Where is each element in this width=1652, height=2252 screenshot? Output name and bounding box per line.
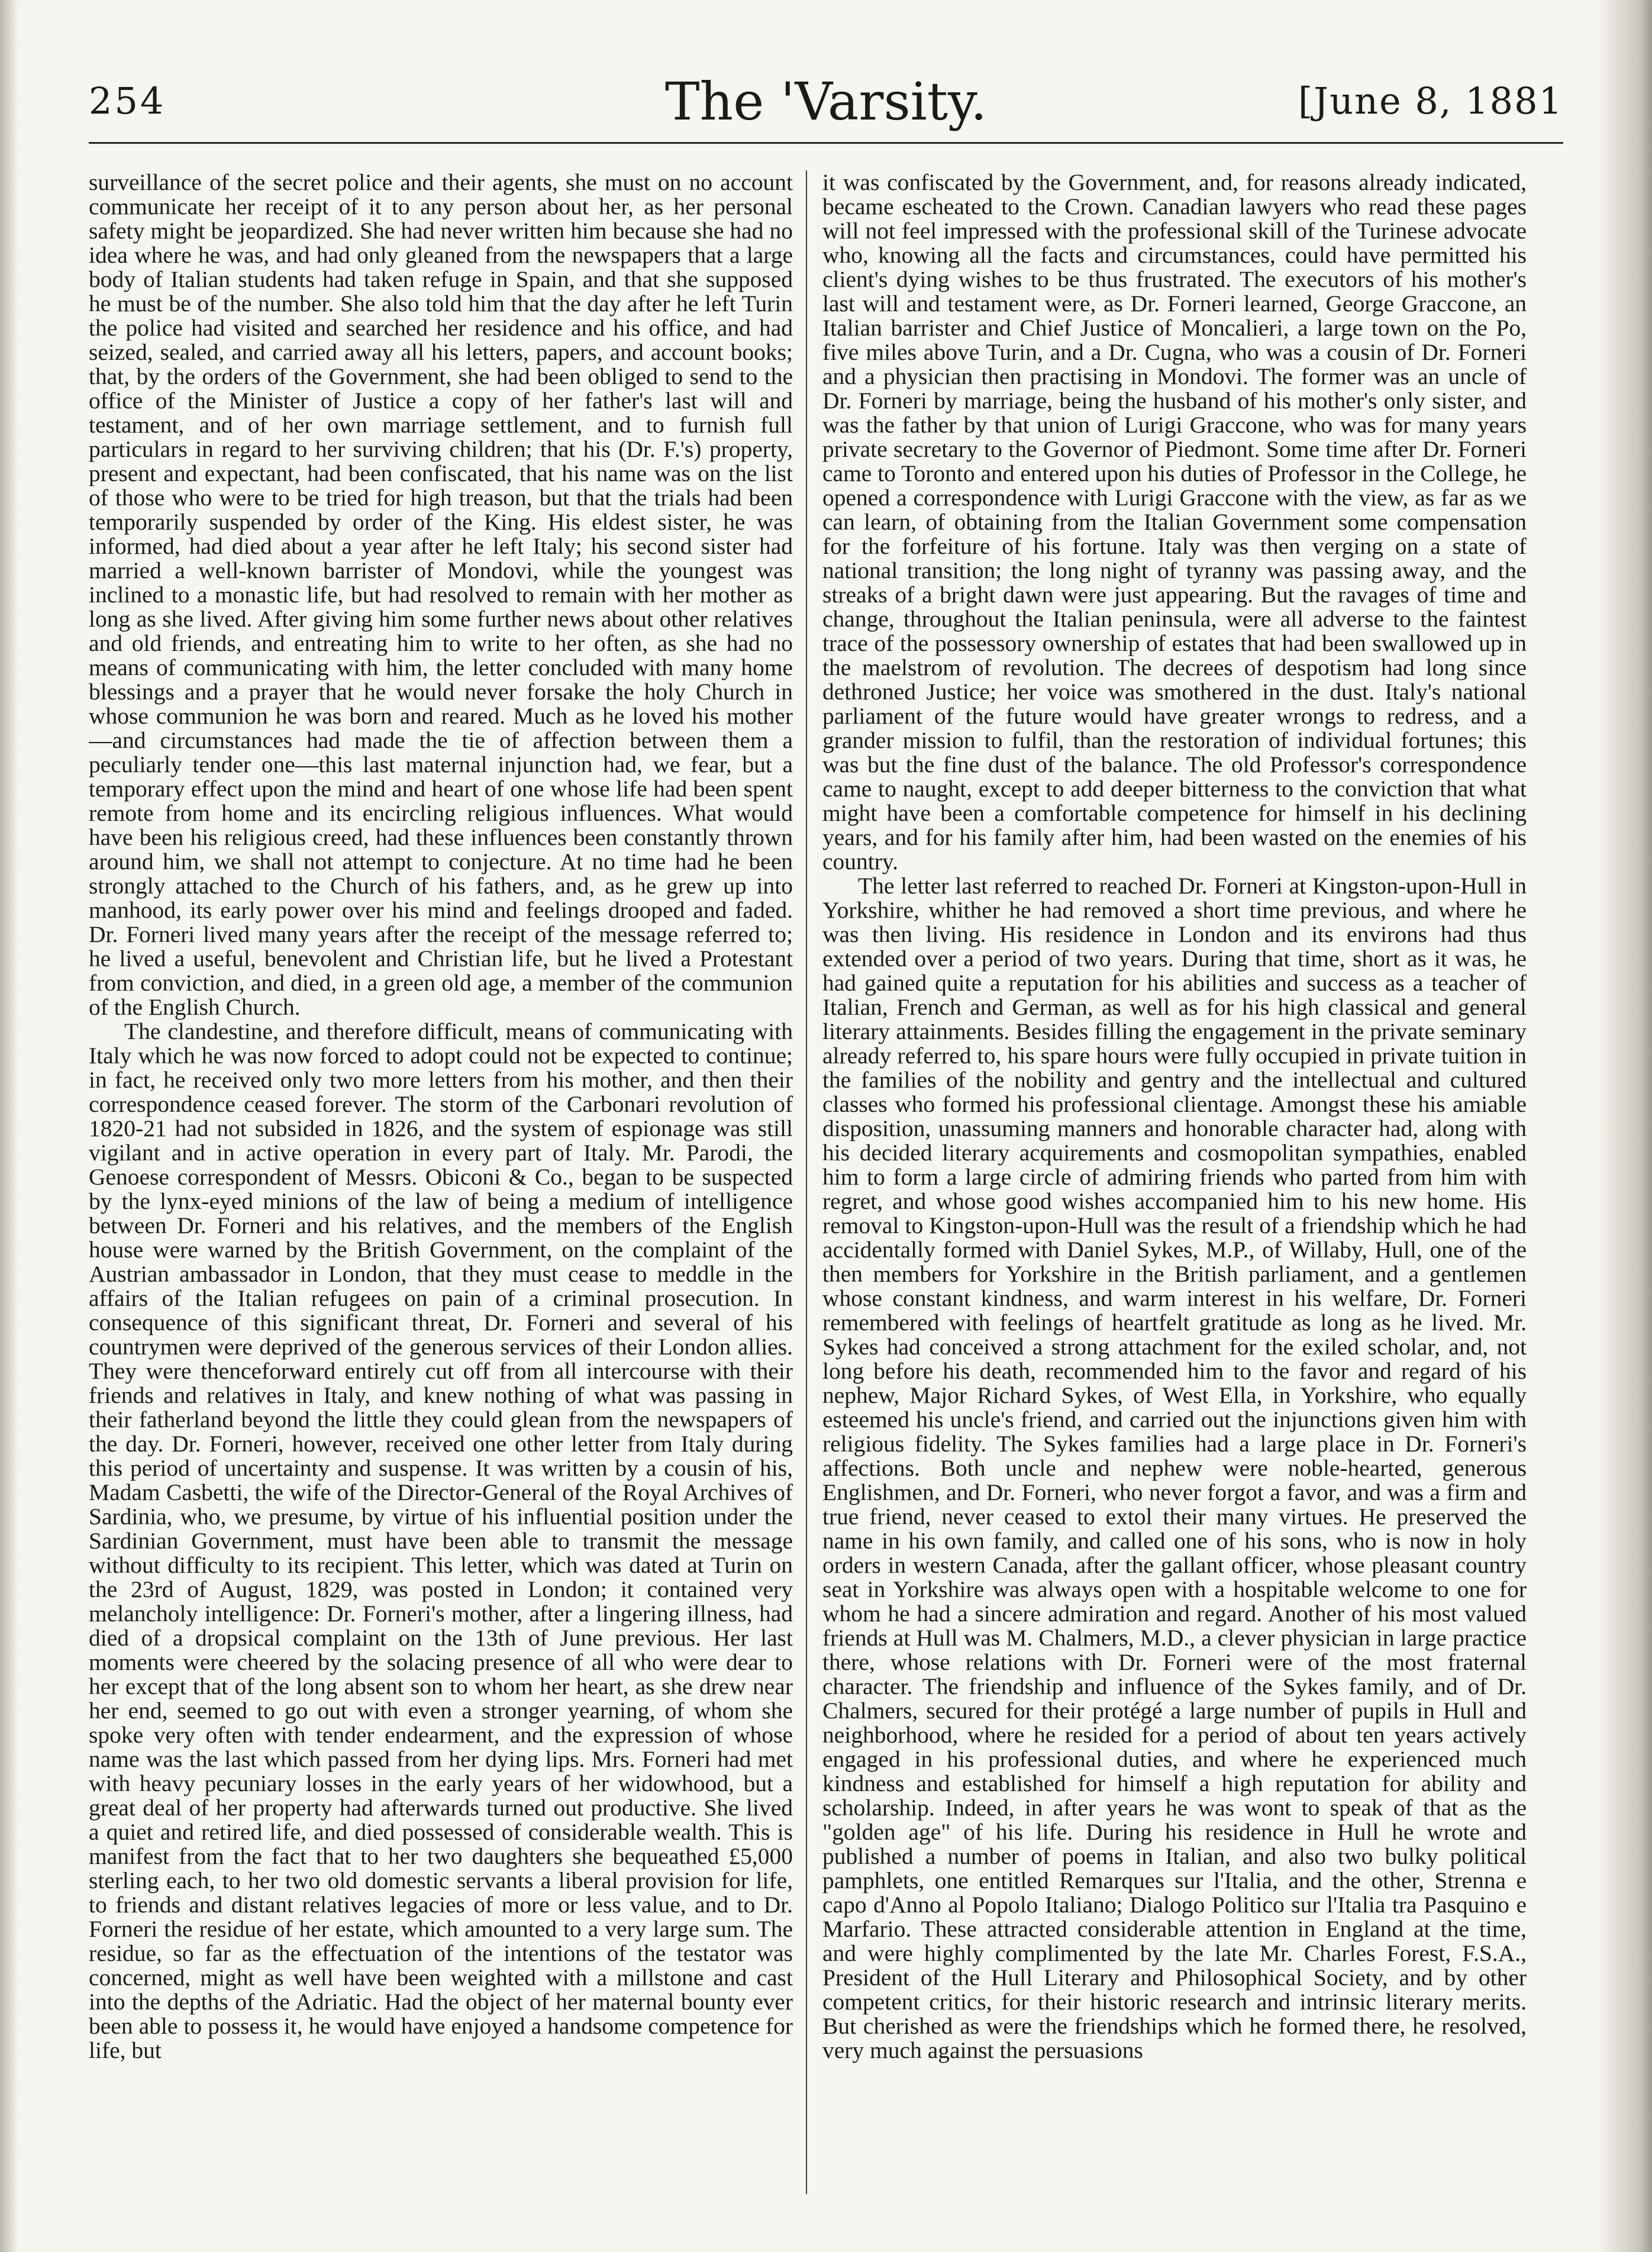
right-column [822, 170, 1527, 2194]
left-paragraph-1: surveillance of the secret police and their agents, she must on no account communicate her receipt of it to any person about her, as her personal safety might be jeopardized. She had never written him because she had no idea where he was, and had only gleaned from the newspapers that a large body of Italian students had taken refuge in Spain, and that she supposed he must be of the number. She also told him that the day after he left Turin the police had visited and searched her residence and his office, and had seized, sealed, and carried away all his letters, papers, and account books; that, by the orders of the Government, she had been obliged to send to the office of the Minister of Justice a copy of her father's last will and testament, and of her own marriage settlement, and to furnish full particulars in regard to her surviving children; that his (Dr. F.'s) property, present and expectant, had been confiscated, that his name was on the list of those who were to be tried for high treason, but that the trials had been temporarily suspended by order of the King. His eldest sister, he was informed, had died about a year after he left Italy; his second sister had married a well-known barrister of Mondovi, while the youngest was inclined to a monastic life, but had resolved to remain with her mother as long as she lived. After giving him some further news about other relatives and old friends, and entreating him to write to her often, as she had no means of communicating with him, the letter concluded with many home blessings and a prayer that he would never forsake the holy Church in whose communion he was born and reared. Much as he loved his mother—and circumstances had made the tie of affection between them a peculiarly tender one—this last maternal injunction had, we fear, but a temporary effect upon the mind and heart of one whose life had been spent remote from home and its encircling religious influences. What would have been his religious creed, had these influences been constantly thrown around him, we shall not attempt to conjecture. At no time had he been strongly attached to the Church of his fathers, and, as he grew up into manhood, its early power over his mind and feelings drooped and faded. Dr. Forneri lived many years after the receipt of the message referred to; he lived a useful, benevolent and Christian life, but he lived a Protestant from conviction, and died, in a green old age, a member of the communion of the English Church. [89, 170, 793, 1020]
page-header [89, 71, 1563, 144]
column-divider [806, 170, 807, 2194]
page-right-shadow [1598, 0, 1652, 2252]
page-left-shadow [0, 0, 18, 2252]
page-number: 254 [89, 79, 166, 122]
right-paragraph-1: it was confiscated by the Government, and, for reasons already indicated, became escheated to the Crown. Canadian lawyers who read these pages will not feel impressed with the professional skill of the Turinese advocate who, knowing all the facts and circumstances, could have permitted his client's dying wishes to be thus frustrated. The executors of his mother's last will and testament were, as Dr. Forneri learned, George Graccone, an Italian barrister and Chief Justice of Moncalieri, a large town on the Po, five miles above Turin, and a Dr. Cugna, who was a cousin of Dr. Forneri and a physician then practising in Mondovi. The former was an uncle of Dr. Forneri by marriage, being the husband of his mother's only sister, and was the father by that union of Lurigi Graccone, who was for many years private secretary to the Governor of Piedmont. Some time after Dr. Forneri came to Toronto and entered upon his duties of Professor in the College, he opened a correspondence with Lurigi Graccone with the view, as far as we can learn, of obtaining from the Italian Government some compensation for the forfeiture of his fortune. Italy was then verging on a state of national transition; the long night of tyranny was passing away, and the streaks of a bright dawn were just appearing. But the ravages of time and change, throughout the Italian peninsula, were all adverse to the faintest trace of the possessory ownership of estates that had been swallowed up in the maelstrom of revolution. The decrees of despotism had long since dethroned Justice; her voice was smothered in the dust. Italy's national parliament of the future would have greater wrongs to redress, and a grander mission to fulfil, than the restoration of individual fortunes; this was but the fine dust of the balance. The old Professor's correspondence came to naught, except to add deeper bitterness to the conviction that what might have been a comfortable competence for himself in his declining years, and for his family after him, had been wasted on the enemies of his country. [822, 170, 1527, 875]
issue-date: [June 8, 1881 [1298, 79, 1563, 122]
masthead-title: The 'Varsity. [664, 71, 988, 132]
left-paragraph-2: The clandestine, and therefore difficult, means of communicating with Italy which he was now forced to adopt could not be expected to continue; in fact, he received only two more letters from his mother, and then their correspondence ceased forever. The storm of the Carbonari revolution of 1820-21 had not subsided in 1826, and the system of espionage was still vigilant and in active operation in every part of Italy. Mr. Parodi, the Genoese correspondent of Messrs. Obiconi & Co., began to be suspected by the lynx-eyed minions of the law of being a medium of intelligence between Dr. Forneri and his relatives, and the members of the English house were warned by the British Government, on the complaint of the Austrian ambassador in London, that they must cease to meddle in the affairs of the Italian refugees on pain of a criminal prosecution. In consequence of this significant threat, Dr. Forneri and several of his countrymen were deprived of the generous services of their London allies. They were thenceforward entirely cut off from all intercourse with their friends and relatives in Italy, and knew nothing of what was passing in their fatherland beyond the little they could glean from the newspapers of the day. Dr. Forneri, however, received one other letter from Italy during this period of uncertainty and suspense. It was written by a cousin of his, Madam Casbetti, the wife of the Director-General of the Royal Archives of Sardinia, who, we presume, by virtue of his influential position under the Sardinian Government, must have been able to transmit the message without difficulty to its recipient. This letter, which was dated at Turin on the 23rd of August, 1829, was posted in London; it contained very melancholy intelligence: Dr. Forneri's mother, after a lingering illness, had died of a dropsical complaint on the 13th of June previous. Her last moments were cheered by the solacing presence of all who were dear to her except that of the long absent son to whom her heart, as she drew near her end, seemed to go out with even a stronger yearning, of whom she spoke very often with tender endearment, and the expression of whose name was the last which passed from her dying lips. Mrs. Forneri had met with heavy pecuniary losses in the early years of her widowhood, but a great deal of her property had afterwards turned out productive. She lived a quiet and retired life, and died possessed of considerable wealth. This is manifest from the fact that to her two daughters she bequeathed £5,000 sterling each, to her two old domestic servants a liberal provision for life, to friends and distant relatives legacies of more or less value, and to Dr. Forneri the residue of her estate, which amounted to a very large sum. The residue, so far as the effectuation of the intentions of the testator was concerned, might as well have been weighted with a millstone and cast into the depths of the Adriatic. Had the object of her maternal bounty ever been able to possess it, he would have enjoyed a handsome competence for life, but [89, 1018, 793, 2063]
article-columns [89, 170, 1527, 2194]
right-paragraph-2: The letter last referred to reached Dr. Forneri at Kingston-upon-Hull in Yorkshire, whither he had removed a short time previous, and where he was then living. His residence in London and its environs had thus extended over a period of two years. During that time, short as it was, he had gained quite a reputation for his abilities and success as a teacher of Italian, French and German, as well as for his high classical and general literary attainments. Besides filling the engagement in the private seminary already referred to, his spare hours were fully occupied in private tuition in the families of the nobility and gentry and the intellectual and cultured classes who formed his professional clientage. Amongst these his amiable disposition, unassuming manners and honorable character had, along with his decided literary acquirements and cosmopolitan sympathies, enabled him to form a large circle of admiring friends who parted from him with regret, and whose good wishes accompanied him to his new home. His removal to Kingston-upon-Hull was the result of a friendship which he had accidentally formed with Daniel Sykes, M.P., of Willaby, Hull, one of the then members for Yorkshire in the British parliament, and a gentlemen whose constant kindness, and warm interest in his welfare, Dr. Forneri remembered with feelings of heartfelt gratitude as long as he lived. Mr. Sykes had conceived a strong attachment for the exiled scholar, and, not long before his death, recommended him to the favor and regard of his nephew, Major Richard Sykes, of West Ella, in Yorkshire, who equally esteemed his uncle's friend, and carried out the injunctions given him with religious fidelity. The Sykes families had a large place in Dr. Forneri's affections. Both uncle and nephew were noble-hearted, generous Englishmen, and Dr. Forneri, who never forgot a favor, and was a firm and true friend, never ceased to extol their many virtues. He preserved the name in his own family, and called one of his sons, who is now in holy orders in western Canada, after the gallant officer, whose pleasant country seat in Yorkshire was always open with a hospitable welcome to one for whom he had a sincere admiration and regard. Another of his most valued friends at Hull was M. Chalmers, M.D., a clever physician in large practice there, whose relations with Dr. Forneri were of the most fraternal character. The friendship and influence of the Sykes family, and of Dr. Chalmers, secured for their protégé a large number of pupils in Hull and neighborhood, where he resided for a period of about ten years actively engaged in his professional duties, and where he experienced much kindness and established for himself a high reputation for ability and scholarship. Indeed, in after years he was wont to speak of that as the "golden age" of his life. During his residence in Hull he wrote and published a number of poems in Italian, and also two bulky political pamphlets, one entitled Remarques sur l'Italia, and the other, Strenna e capo d'Anno al Popolo Italiano; Dialogo Politico sur l'Italia tra Pasquino e Marfario. These attracted considerable attention in England at the time, and were highly complimented by the late Mr. Charles Forest, F.S.A., President of the Hull Literary and Philosophical Society, and by other competent critics, for their historic research and intrinsic literary merits. But cherished as were the friendships which he formed there, he resolved, very much against the persuasions [822, 873, 1527, 2063]
left-column [89, 170, 793, 2194]
